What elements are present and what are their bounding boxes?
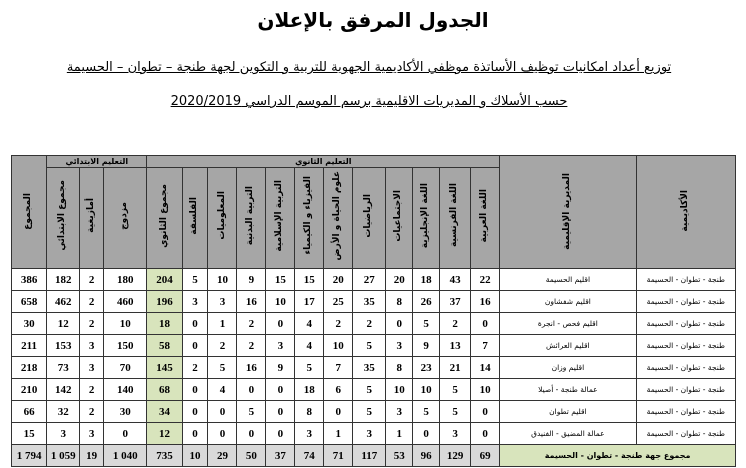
cell-subject: 0 — [266, 423, 295, 445]
cell-subject: 37 — [266, 445, 295, 467]
cell-amazigh: 3 — [80, 423, 104, 445]
cell-subject: 69 — [471, 445, 500, 467]
table-row — [12, 269, 736, 291]
table-row — [12, 423, 736, 445]
header-subject: اللغة العربية — [471, 168, 500, 269]
cell-secondary-total: 12 — [147, 423, 182, 445]
cell-academy: طنجة - تطوان - الحسيمة — [636, 269, 735, 291]
table-row — [12, 313, 736, 335]
header-subject: الفلسفة — [182, 168, 208, 269]
cell-academy: طنجة - تطوان - الحسيمة — [636, 423, 735, 445]
cell-subject: 8 — [386, 291, 413, 313]
cell-subject: 0 — [413, 423, 440, 445]
cell-subject: 0 — [182, 401, 208, 423]
cell-subject: 22 — [471, 269, 500, 291]
cell-subject: 1 — [324, 423, 353, 445]
cell-subject: 0 — [471, 423, 500, 445]
cell-primary-total: 142 — [47, 379, 80, 401]
cell-subject: 18 — [413, 269, 440, 291]
header-subject: الرياضيات — [353, 168, 386, 269]
cell-subject: 16 — [237, 291, 266, 313]
cell-subject: 5 — [237, 401, 266, 423]
cell-amazigh: 2 — [80, 291, 104, 313]
cell-subject: 4 — [295, 313, 324, 335]
cell-bilingual: 140 — [104, 379, 147, 401]
cell-subject: 43 — [440, 269, 471, 291]
cell-subject: 10 — [386, 379, 413, 401]
cell-primary-total: 73 — [47, 357, 80, 379]
header-subject: المعلوميات — [208, 168, 237, 269]
cell-subject: 9 — [266, 357, 295, 379]
cell-subject: 3 — [386, 335, 413, 357]
page-title: الجدول المرفق بالإعلان — [257, 8, 489, 32]
cell-subject: 2 — [237, 335, 266, 357]
cell-subject: 2 — [440, 313, 471, 335]
cell-subject: 7 — [324, 357, 353, 379]
cell-directorate: اقليم تطوان — [500, 401, 636, 423]
cell-subject: 35 — [353, 291, 386, 313]
table-row — [12, 401, 736, 423]
cell-subject: 1 — [208, 313, 237, 335]
header-subject: اللغة الإنجليزية — [413, 168, 440, 269]
cell-secondary-total: 735 — [147, 445, 182, 467]
cell-subject: 0 — [182, 335, 208, 357]
cell-subject: 8 — [295, 401, 324, 423]
cell-subject: 13 — [440, 335, 471, 357]
cell-primary-total: 182 — [47, 269, 80, 291]
cell-subject: 25 — [324, 291, 353, 313]
cell-subject: 117 — [353, 445, 386, 467]
cell-academy: طنجة - تطوان - الحسيمة — [636, 313, 735, 335]
cell-subject: 16 — [471, 291, 500, 313]
cell-total: 386 — [12, 269, 47, 291]
cell-subject: 5 — [413, 313, 440, 335]
recruitment-table — [11, 155, 736, 467]
table-row — [12, 379, 736, 401]
cell-directorate: اقليم العرائش — [500, 335, 636, 357]
cell-amazigh: 2 — [80, 269, 104, 291]
cell-secondary-total: 34 — [147, 401, 182, 423]
cell-amazigh: 2 — [80, 379, 104, 401]
cell-subject: 10 — [266, 291, 295, 313]
cell-subject: 0 — [237, 423, 266, 445]
cell-secondary-total: 145 — [147, 357, 182, 379]
cell-subject: 0 — [266, 401, 295, 423]
cell-academy: طنجة - تطوان - الحسيمة — [636, 335, 735, 357]
cell-subject: 96 — [413, 445, 440, 467]
cell-bilingual: 180 — [104, 269, 147, 291]
cell-total: 210 — [12, 379, 47, 401]
cell-subject: 18 — [295, 379, 324, 401]
header-bilingual: مزدوج — [104, 168, 147, 269]
cell-bilingual: 460 — [104, 291, 147, 313]
cell-subject: 3 — [295, 423, 324, 445]
header-academy: الأكاديمية — [636, 156, 735, 269]
cell-subject: 20 — [386, 269, 413, 291]
cell-subject: 3 — [440, 423, 471, 445]
cell-subject: 0 — [386, 313, 413, 335]
cell-subject: 6 — [324, 379, 353, 401]
cell-subject: 20 — [324, 269, 353, 291]
cell-secondary-total: 68 — [147, 379, 182, 401]
cell-subject: 74 — [295, 445, 324, 467]
cell-amazigh: 3 — [80, 335, 104, 357]
cell-amazigh: 2 — [80, 401, 104, 423]
cell-subject: 71 — [324, 445, 353, 467]
header-amazigh: أمازيغية — [80, 168, 104, 269]
header-secondary-total: مجموع الثانوي — [147, 168, 182, 269]
cell-secondary-total: 18 — [147, 313, 182, 335]
header-subject: الفيزياء و الكيمياء — [295, 168, 324, 269]
cell-subject: 37 — [440, 291, 471, 313]
cell-subject: 4 — [208, 379, 237, 401]
cell-subject: 50 — [237, 445, 266, 467]
cell-amazigh: 2 — [80, 313, 104, 335]
cell-subject: 0 — [266, 379, 295, 401]
cell-subject: 0 — [266, 313, 295, 335]
cell-subject: 26 — [413, 291, 440, 313]
cell-directorate: اقليم شفشاون — [500, 291, 636, 313]
header-group-secondary: التعليم الثانوي — [147, 156, 500, 168]
cell-subject: 2 — [353, 313, 386, 335]
cell-subject: 5 — [353, 401, 386, 423]
cell-subject: 4 — [295, 335, 324, 357]
cell-subject: 1 — [386, 423, 413, 445]
cell-subject: 5 — [353, 379, 386, 401]
header-subject: الاجتماعيات — [386, 168, 413, 269]
cell-directorate: اقليم الحسيمة — [500, 269, 636, 291]
cell-subject: 5 — [440, 379, 471, 401]
header-subject: التربية البدنية — [237, 168, 266, 269]
cell-bilingual: 70 — [104, 357, 147, 379]
cell-subject: 2 — [208, 335, 237, 357]
cell-primary-total: 12 — [47, 313, 80, 335]
cell-subject: 0 — [182, 379, 208, 401]
header-total: المجموع — [12, 156, 47, 269]
cell-academy: طنجة - تطوان - الحسيمة — [636, 401, 735, 423]
cell-bilingual: 30 — [104, 401, 147, 423]
totals-label: مجموع جهة طنجة - تطوان - الحسيمة — [500, 445, 736, 467]
cell-directorate: عمالة طنجة - أصيلا — [500, 379, 636, 401]
cell-academy: طنجة - تطوان - الحسيمة — [636, 357, 735, 379]
cell-subject: 0 — [182, 423, 208, 445]
cell-subject: 0 — [471, 313, 500, 335]
cell-subject: 3 — [208, 291, 237, 313]
cell-subject: 8 — [386, 357, 413, 379]
cell-subject: 23 — [413, 357, 440, 379]
table-row — [12, 335, 736, 357]
cell-secondary-total: 204 — [147, 269, 182, 291]
header-subject: التربية الإسلامية — [266, 168, 295, 269]
cell-total: 218 — [12, 357, 47, 379]
cell-primary-total: 153 — [47, 335, 80, 357]
cell-subject: 10 — [208, 269, 237, 291]
totals-row — [12, 445, 736, 467]
cell-primary-total: 1 059 — [47, 445, 80, 467]
cell-directorate: اقليم وزان — [500, 357, 636, 379]
cell-total: 66 — [12, 401, 47, 423]
cell-subject: 2 — [237, 313, 266, 335]
cell-secondary-total: 196 — [147, 291, 182, 313]
cell-subject: 3 — [353, 423, 386, 445]
cell-subject: 0 — [208, 401, 237, 423]
subtitle-line-2: حسب الأسلاك و المديريات الاقليمية برسم الموسم الدراسي 2020/2019 — [170, 94, 568, 109]
cell-total: 211 — [12, 335, 47, 357]
cell-primary-total: 32 — [47, 401, 80, 423]
cell-subject: 3 — [266, 335, 295, 357]
header-directorate: المديرية الإقليمية — [500, 156, 636, 269]
cell-secondary-total: 58 — [147, 335, 182, 357]
cell-subject: 3 — [182, 291, 208, 313]
header-subject: اللغة الفرنسية — [440, 168, 471, 269]
cell-total: 1 794 — [12, 445, 47, 467]
cell-bilingual: 10 — [104, 313, 147, 335]
cell-total: 15 — [12, 423, 47, 445]
table-row — [12, 291, 736, 313]
subtitle-line-1: توزيع أعداد امكانيات توظيف الأساتذة موظفي الأكاديمية الجهوية للتربية و التكوين لجهة طنجة – تطوان – الحسيمة — [66, 60, 672, 75]
cell-bilingual: 1 040 — [104, 445, 147, 467]
cell-primary-total: 462 — [47, 291, 80, 313]
cell-subject: 5 — [208, 357, 237, 379]
cell-subject: 10 — [324, 335, 353, 357]
cell-total: 30 — [12, 313, 47, 335]
cell-subject: 129 — [440, 445, 471, 467]
cell-subject: 10 — [413, 379, 440, 401]
cell-bilingual: 150 — [104, 335, 147, 357]
cell-subject: 15 — [295, 269, 324, 291]
cell-subject: 7 — [471, 335, 500, 357]
cell-amazigh: 19 — [80, 445, 104, 467]
cell-subject: 17 — [295, 291, 324, 313]
cell-subject: 5 — [182, 269, 208, 291]
cell-directorate: اقليم فحص - انجرة — [500, 313, 636, 335]
cell-subject: 0 — [471, 401, 500, 423]
cell-bilingual: 0 — [104, 423, 147, 445]
cell-amazigh: 3 — [80, 357, 104, 379]
cell-subject: 5 — [353, 335, 386, 357]
cell-subject: 5 — [295, 357, 324, 379]
header-group-primary: التعليم الابتدائي — [47, 156, 147, 168]
header-subject: علوم الحياة و الأرض — [324, 168, 353, 269]
cell-subject: 5 — [413, 401, 440, 423]
cell-total: 658 — [12, 291, 47, 313]
cell-directorate: عمالة المضيق - الفنيدق — [500, 423, 636, 445]
cell-subject: 21 — [440, 357, 471, 379]
cell-subject: 3 — [386, 401, 413, 423]
cell-subject: 53 — [386, 445, 413, 467]
cell-subject: 27 — [353, 269, 386, 291]
cell-subject: 35 — [353, 357, 386, 379]
cell-subject: 15 — [266, 269, 295, 291]
cell-subject: 9 — [413, 335, 440, 357]
cell-academy: طنجة - تطوان - الحسيمة — [636, 291, 735, 313]
cell-subject: 14 — [471, 357, 500, 379]
cell-subject: 0 — [208, 423, 237, 445]
cell-subject: 0 — [182, 313, 208, 335]
table-row — [12, 357, 736, 379]
cell-subject: 2 — [324, 313, 353, 335]
cell-subject: 0 — [324, 401, 353, 423]
cell-academy: طنجة - تطوان - الحسيمة — [636, 379, 735, 401]
cell-subject: 5 — [440, 401, 471, 423]
cell-subject: 2 — [182, 357, 208, 379]
cell-subject: 9 — [237, 269, 266, 291]
cell-subject: 29 — [208, 445, 237, 467]
cell-subject: 10 — [182, 445, 208, 467]
cell-subject: 0 — [237, 379, 266, 401]
cell-subject: 16 — [237, 357, 266, 379]
header-primary-total: مجموع الابتدائي — [47, 168, 80, 269]
cell-subject: 10 — [471, 379, 500, 401]
cell-primary-total: 3 — [47, 423, 80, 445]
